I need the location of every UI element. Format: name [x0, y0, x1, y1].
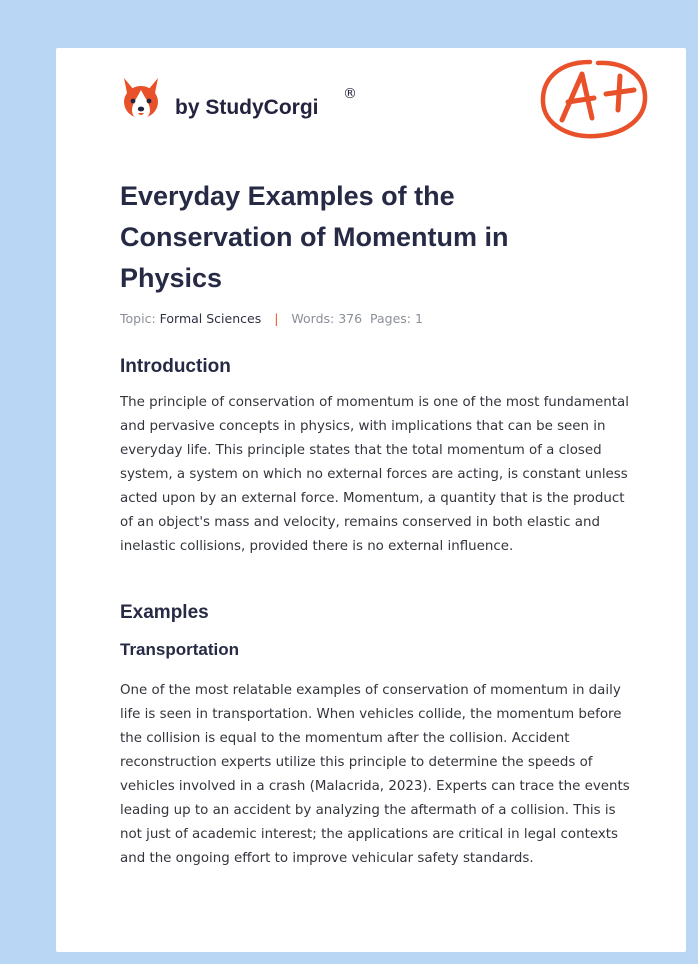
introduction-heading: Introduction: [120, 356, 231, 377]
page-count: Pages: 1: [370, 311, 423, 326]
brand-name: by StudyCorgi: [175, 96, 319, 119]
examples-heading: Examples: [120, 602, 209, 623]
topic-link[interactable]: Formal Sciences: [159, 311, 262, 326]
document-meta: [120, 311, 423, 326]
transportation-heading: Transportation: [120, 640, 240, 659]
word-count: Words: 376: [291, 311, 363, 326]
a-plus-grade-icon: [538, 58, 650, 140]
studycorgi-logo[interactable]: [120, 76, 380, 130]
document-page: [56, 48, 686, 952]
introduction-paragraph: The principle of conservation of momentum is one of the most fundamental and pervasive concepts in physics, with implications that can be seen in everyday life. This principle states that the total momentum of a closed system, a system on which no external forces are acting, is constant unless acted upon by an external force. Momentum, a quantity that is the product of an object's mass and velocity, remains conserved in both elastic and inelastic collisions, provided there is no external influence.: [120, 395, 629, 554]
registered-mark: ®: [343, 86, 357, 102]
document-title: Everyday Examples of the Conservation of Momentum in Physics: [120, 181, 509, 293]
topic-label: Topic:: [120, 311, 156, 326]
meta-separator: |: [274, 311, 279, 326]
transportation-paragraph: One of the most relatable examples of conservation of momentum in daily life is seen in transportation. When vehicles collide, the momentum before the collision is equal to the momentum after the collision. Accident reconstruction experts utilize this principle to determine the speeds of vehicles involved in a crash (Malacrida, 2023). Experts can trace the events leading up to an accident by analyzing the aftermath of a collision. This is not just of academic interest; the applications are critical in legal contexts and the ongoing effort to improve vehicular safety standards.: [120, 683, 630, 866]
corgi-icon: [120, 76, 162, 122]
